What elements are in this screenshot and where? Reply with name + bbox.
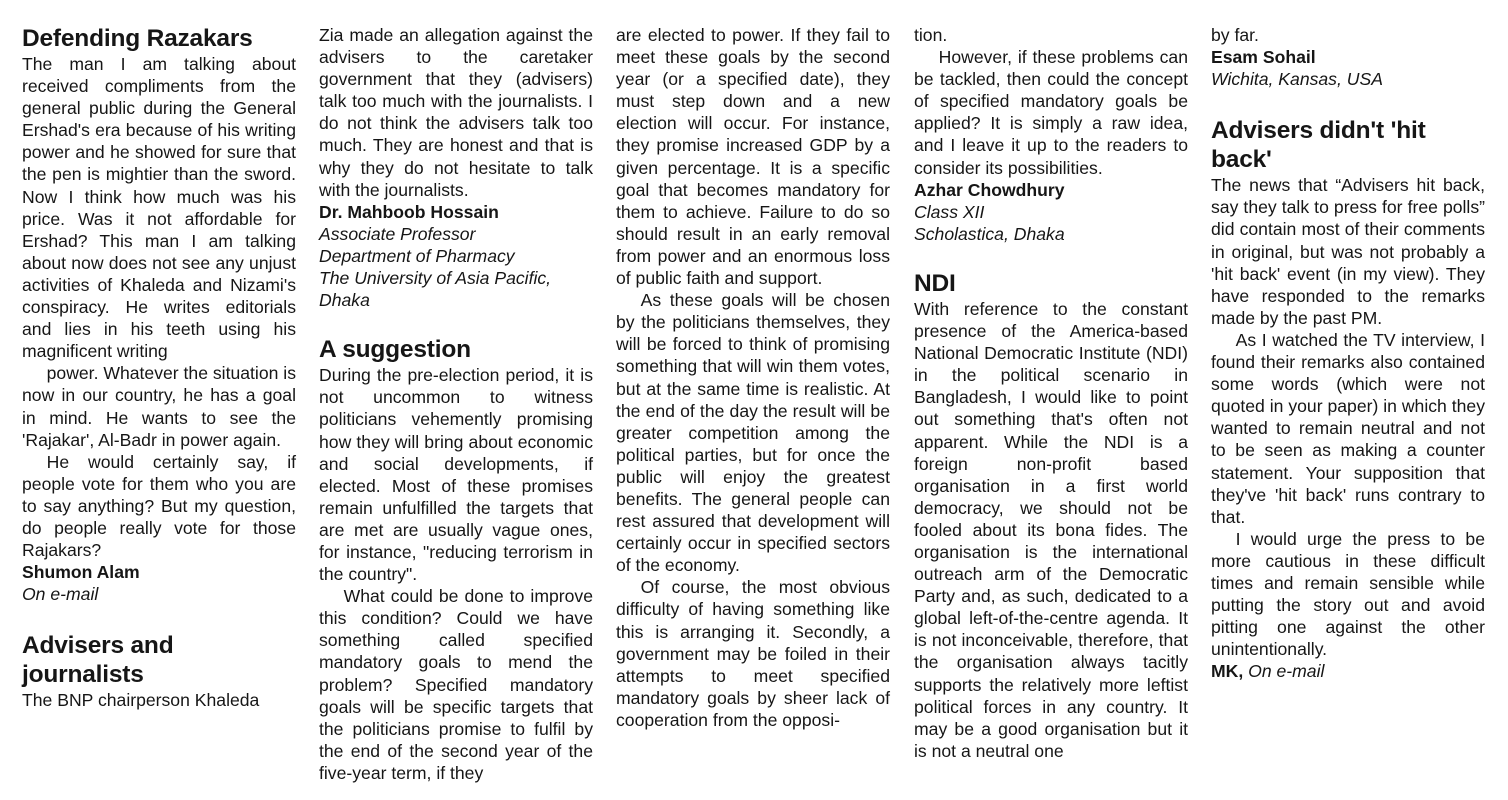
column-3 bbox=[616, 24, 890, 731]
body-paragraph: With reference to the constant presence of the America-based National Democratic Institute (NDI) in the political scenario in Bangladesh, I would like to point out something that's often not apparent. While the NDI is a foreign non-profit based organisation in a first world democracy, we should not be fooled about its bona fides. The organisation is the international outreach arm of the Democratic Party and, as such, dedicated to a global left-of-the-centre agenda. It is not inconceivable, therefore, that the organisation always tacitly supports the relatively more leftist political forces in any country. It may be a good organisation but it is not a neutral one bbox=[914, 298, 1188, 761]
author-affiliation: On e-mail bbox=[1248, 661, 1325, 682]
body-paragraph: I would urge the press to be more cautious in these difficult times and remain sensible while putting the story out and avoid pitting one against the other unintentionally. bbox=[1211, 528, 1485, 660]
author-institution: The University of Asia Pacific, Dhaka bbox=[319, 268, 552, 311]
author-name: Azhar Chowdhury bbox=[914, 179, 1065, 200]
author-name: Shumon Alam bbox=[22, 562, 140, 583]
author-name: Esam Sohail bbox=[1211, 47, 1316, 68]
signature bbox=[1211, 660, 1485, 682]
body-paragraph: The BNP chairperson Khaleda bbox=[22, 690, 260, 711]
body-paragraph: Of course, the most obvious difficulty of having something like this is arranging it. Secondly, a government may be foiled in their attempts to meet specified mandatory goals by sheer lack of cooperation from the opposi- bbox=[616, 577, 890, 730]
body-paragraph: He would certainly say, if people vote for them who you are to say anything? But my question, do people really vote for those Rajakars? bbox=[22, 451, 296, 561]
author-name: MK, bbox=[1211, 661, 1244, 682]
author-name: Dr. Mahboob Hossain bbox=[319, 201, 499, 222]
author-location: Wichita, Kansas, USA bbox=[1211, 69, 1383, 90]
body-paragraph: tion. bbox=[914, 25, 948, 45]
column-1 bbox=[22, 24, 296, 711]
body-paragraph: are elected to power. If they fail to meet these goals by the second year (or a specified date), they must step down and a new election will occur. For instance, they promise increased GDP by a given percentage. It is a specific goal that becomes mandatory for them to achieve. Failure to do so should result in an early removal from power and an enormous loss of public faith and support. bbox=[616, 25, 890, 289]
body-paragraph: As I watched the TV interview, I found their remarks also contained some words (which were not quoted in your paper) in which they wanted to remain neutral and not to be seen as making a counter statement. Your supposition that they've 'hit back' runs contrary to that. bbox=[1211, 329, 1485, 527]
column-2 bbox=[319, 24, 593, 784]
body-paragraph: As these goals will be chosen by the politicians themselves, they will be forced to think of promising something that will win them votes, but at the same time is realistic. At the end of the day the result will be greater competition among the political parties, but for once the public will enjoy the greatest benefits. The general people can rest assured that development will certainly occur in specified sectors of the economy. bbox=[616, 290, 890, 576]
body-paragraph: What could be done to improve this condition? Could we have something called specified mandatory goals to mend the problem? Specified mandatory goals will be specific targets that the politicians promise to fulfil by the end of the second year of the five-year term, if they bbox=[319, 586, 593, 783]
body-paragraph: The man I am talking about received compliments from the general public during the General Ershad's era because of his writing power and he showed for sure that the pen is mightier than the sword. Now I think how much was his price. Was it not affordable for Ershad? This man I am talking about now does not see any unjust activities of Khaleda and Nizami's conspiracy. He writes editorials and lies in his teeth using his magnificent writing bbox=[22, 54, 296, 362]
headline-defending-razakars: Defending Razakars bbox=[22, 25, 253, 52]
body-paragraph: The news that “Advisers hit back, say they talk to press for free polls” did contain most of their comments in original, but was not probably a 'hit back' event (in my view). They have responded to the remarks made by the past PM. bbox=[1211, 175, 1485, 328]
author-department: Department of Pharmacy bbox=[319, 245, 515, 266]
author-affiliation: On e-mail bbox=[22, 584, 99, 605]
headline-advisers-and-journalists: Advisers and journalists bbox=[22, 632, 174, 689]
author-school: Scholastica, Dhaka bbox=[914, 223, 1065, 244]
body-paragraph: power. Whatever the situation is now in our country, he has a goal in mind. He wants to see the 'Rajakar', Al-Badr in power again. bbox=[22, 363, 296, 450]
body-paragraph: However, if these problems can be tackled, then could the concept of specified mandatory goals be applied? It is simply a raw idea, and I leave it up to the readers to consider its possibilities. bbox=[914, 47, 1188, 178]
body-paragraph: Zia made an allegation against the advisers to the caretaker government that they (advisers) talk too much with the journalists. I do not think the advisers talk too much. They are honest and that is why they do not hesitate to talk with the journalists. bbox=[319, 25, 593, 200]
author-title: Associate Professor bbox=[319, 223, 476, 244]
column-4 bbox=[914, 24, 1188, 762]
author-class: Class XII bbox=[914, 201, 985, 222]
headline-ndi: NDI bbox=[914, 269, 956, 297]
headline-a-suggestion: A suggestion bbox=[319, 336, 471, 364]
headline-advisers-didnt-hit-back: Advisers didn't 'hit back' bbox=[1211, 117, 1426, 174]
body-paragraph: During the pre-election period, it is not uncommon to witness politicians vehemently promising how they will bring about economic and social developments, if elected. Most of these promises remain unfulfilled the targets that are met are usually vague ones, for instance, "reducing terrorism in the country". bbox=[319, 365, 593, 585]
column-5 bbox=[1211, 24, 1485, 682]
body-paragraph: by far. bbox=[1211, 25, 1259, 45]
